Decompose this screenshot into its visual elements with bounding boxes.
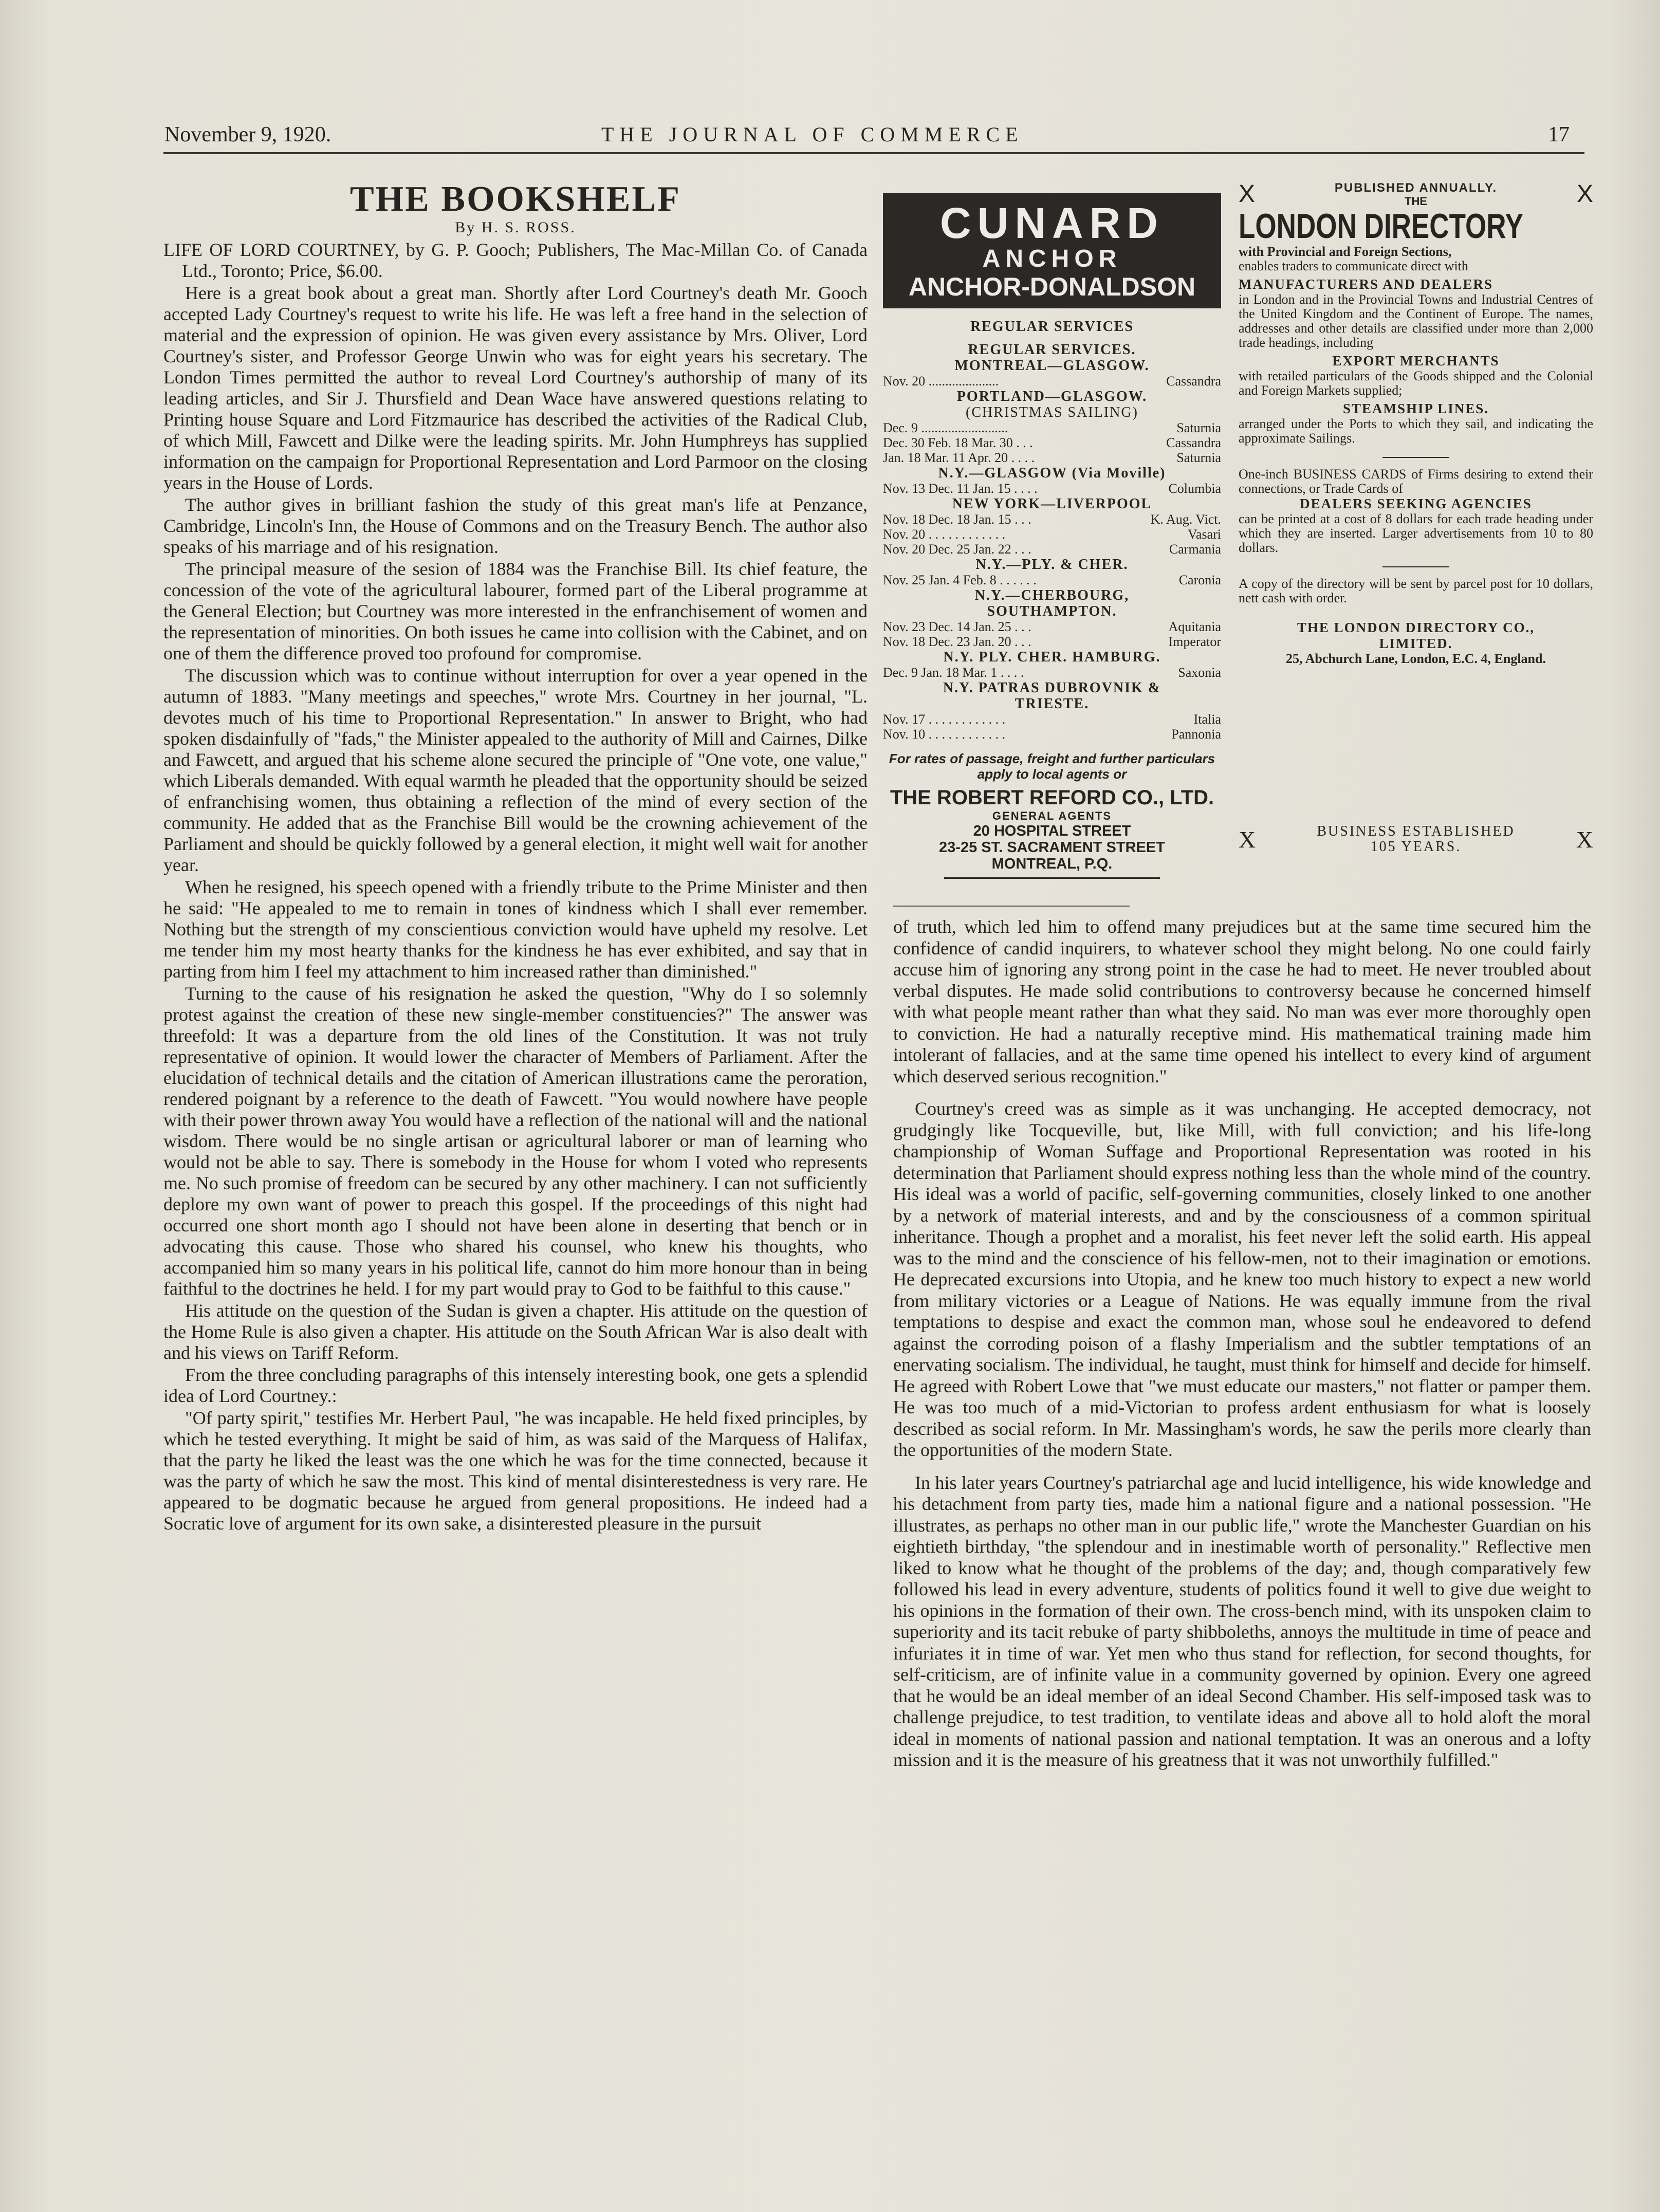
sailing-dates: Dec. 9 Jan. 18 Mar. 1 . . . . <box>883 665 1024 680</box>
x-mark: X <box>1576 826 1593 853</box>
steamship-heading: STEAMSHIP LINES. <box>1342 401 1489 416</box>
sailing-dates: Nov. 20 ..................... <box>883 374 999 389</box>
route-subheading: TRIESTE. <box>1015 696 1090 712</box>
article-paragraph: The principal measure of the sesion of 1884 was the Franchise Bill. Its chief feature, the concession of the vote of the agricultural labourer, formed part of the Liberal programme at the General Election; but Courtney was more interested in the enfranchisement of women and the representation of minorities. On both issues he came into collision with the Cabinet, and on one of them the difference proved too profound for compromise. <box>163 559 868 663</box>
sailing-dates: Nov. 23 Dec. 14 Jan. 25 . . . <box>883 619 1031 634</box>
agent-role: GENERAL AGENTS <box>992 809 1112 822</box>
ship-name: Columbia <box>1168 481 1221 496</box>
route-heading: N.Y.—CHERBOURG, <box>974 587 1130 603</box>
article-paragraph: Turning to the cause of his resignation he asked the question, "Why do I so solemnly protest against the creation of these new single-member constituencies?" The answer was threefold: It was a departure from the old lines of the Constitution. It was not truly representative of opinion. It would lower the character of Members of Parliament. After the elucidation of technical details and the citation of American illustrations came the peroration, rendered poignant by a reference to the death of Fawcett. "You would nowhere have people with their power thrown away You would have a reflection of the national will and the national wisdom. There would be no single artisan or agricultural laborer or man of learning who would not be able to say. There is somebody in the House for whom I voted who represents me. No such promise of freedom can be secured by any other machinery. I can not sufficiently deplore my own want of power to preach this gospel. If the proceedings of this night had occurred one short month ago I should not have been alone in deserting that bench or in advocating this cause. Those who shared his counsel, who knew his thoughts, who accompanied him so many years in his political life, cannot do him more honour than in being faithful to the doctrines he held. I for my part would pray to God to be faithful to this cause." <box>163 983 868 1299</box>
issue-date: November 9, 1920. <box>164 123 331 146</box>
ship-name: Cassandra <box>1166 374 1221 389</box>
sailing-row <box>883 481 1221 496</box>
sailing-dates: Nov. 20 . . . . . . . . . . . . <box>883 527 1006 542</box>
ship-name: Pannonia <box>1171 727 1221 742</box>
sailing-dates: Dec. 30 Feb. 18 Mar. 30 . . . <box>883 435 1033 450</box>
sailing-row <box>883 619 1221 634</box>
sailing-row <box>883 634 1221 649</box>
sailing-row <box>883 665 1221 680</box>
masthead: THE JOURNAL OF COMMERCE <box>601 123 1024 146</box>
directory-subtitle: with Provincial and Foreign Sections, <box>1239 244 1452 259</box>
article-right-column <box>893 916 1591 1771</box>
route-heading: N.Y. PATRAS DUBROVNIK & <box>943 680 1161 696</box>
ship-name: Carmania <box>1169 542 1221 557</box>
ad-divider <box>1382 566 1449 567</box>
sailing-dates: Nov. 18 Dec. 23 Jan. 20 . . . <box>883 634 1031 649</box>
manufacturers-text: in London and in the Provincial Towns and Industrial Centres of the United Kingdom and the Continent of Europe. The names, addresses and other details are classified under more than 2,000 trade headings, including <box>1239 292 1593 350</box>
route-heading: REGULAR SERVICES. <box>968 342 1136 358</box>
ship-name: Saxonia <box>1178 665 1221 680</box>
x-mark: X <box>1239 180 1256 208</box>
company-limited: LIMITED. <box>1379 636 1453 651</box>
sailing-row <box>883 435 1221 450</box>
sailing-row <box>883 512 1221 527</box>
business-cards-text: One-inch BUSINESS CARDS of Firms desiring to extend their connections, or Trade Cards of <box>1239 467 1593 496</box>
ad-bottom-rule <box>893 906 1130 907</box>
copy-order-text: A copy of the directory will be sent by parcel post for 10 dollars, nett cash with order. <box>1239 576 1593 605</box>
sailing-dates: Nov. 13 Dec. 11 Jan. 15 . . . . <box>883 481 1038 496</box>
export-text: with retailed particulars of the Goods shipped and the Colonial and Foreign Markets supplied; <box>1239 368 1593 398</box>
ship-name: Imperator <box>1168 634 1221 649</box>
x-mark: X <box>1239 826 1256 853</box>
sailing-row <box>883 374 1221 389</box>
established-line: BUSINESS ESTABLISHED <box>1317 823 1515 839</box>
sailing-row <box>883 420 1221 435</box>
rates-note: For rates of passage, freight and further particulars apply to local agents or <box>889 751 1215 782</box>
export-heading: EXPORT MERCHANTS <box>1332 353 1500 368</box>
steamship-text: arranged under the Ports to which they sail, and indicating the approximate Sailings. <box>1239 416 1593 446</box>
article-paragraph: Here is a great book about a great man. Shortly after Lord Courtney's death Mr. Gooch accepted Lady Courtney's request to write his life. He was left a free hand in the selection of material and the expression of opinion. He was given every assistance by Mrs. Oliver, Lord Courtney's sister, and Professor George Unwin who was for eight years his secretary. The London Times permitted the author to reveal Lord Courtney's authorship of many of its leading articles, and Sir J. Thursfield and Dean Wace have answered questions relating to Printing house Square and Lord Fitzmaurice has described the activities of the Radical Club, of which Mill, Fawcett and Dilke were the leading spirits. Mr. John Humphreys has supplied information on the campaign for Proportional Representation and Lord Parmoor on the closing years in the House of Lords. <box>163 283 868 493</box>
sailing-dates: Nov. 25 Jan. 4 Feb. 8 . . . . . . <box>883 573 1037 587</box>
sailing-row <box>883 573 1221 587</box>
page-number: 17 <box>1548 123 1570 146</box>
article-byline: By H. S. ROSS. <box>455 219 576 236</box>
article-paragraph: The discussion which was to continue without interruption for over a year opened in the autumn of 1883. "Many meetings and speeches," wrote Mrs. Courtney in her journal, "L. devotes much of his time to Proportional Representation." In answer to Bright, who had spoken disdainfully of "fads," the Minister appealed to the authority of Mill and Cairnes, Dilke and Fawcett, and argued that his scheme alone secured the principle of "One vote, one value," which Liberals demanded. With equal warmth he pleaded that the opportunity should be seized of enfranchising women, thus obtaining a reflection of the mind of every section of the community. He added that as the Franchise Bill would be the crowning achievement of the Parliament and should be quickly followed by a general election, it might well wait for another year. <box>163 665 868 875</box>
anchor-donaldson-name: ANCHOR-DONALDSON <box>908 272 1196 301</box>
article-left-column <box>163 180 868 1534</box>
agencies-heading: DEALERS SEEKING AGENCIES <box>1300 496 1532 511</box>
published-annually: PUBLISHED ANNUALLY. <box>1334 181 1498 195</box>
ship-name: Saturnia <box>1176 450 1221 465</box>
london-directory-advertisement <box>1239 179 1593 868</box>
cunard-name: CUNARD <box>940 199 1164 247</box>
ad-divider <box>1382 457 1449 458</box>
route-heading: N.Y. PLY. CHER. HAMBURG. <box>943 649 1161 665</box>
ship-name: K. Aug. Vict. <box>1150 512 1221 527</box>
sailing-row <box>883 542 1221 557</box>
directory-the: THE <box>1405 195 1427 208</box>
ship-name: Caronia <box>1178 573 1221 587</box>
established-years: 105 YEARS. <box>1370 839 1462 855</box>
agent-address-line: 23-25 ST. SACRAMENT STREET <box>939 839 1165 856</box>
sailing-row <box>883 527 1221 542</box>
sailing-row <box>883 727 1221 742</box>
sailing-dates: Dec. 9 .......................... <box>883 420 1008 435</box>
sailing-schedule <box>883 342 1221 742</box>
article-paragraph: His attitude on the question of the Sudan is given a chapter. His attitude on the question of the Home Rule is also given a chapter. His attitude on the South African War is also dealt with and his views on Tariff Reform. <box>163 1300 868 1363</box>
ship-name: Saturnia <box>1176 420 1221 435</box>
agencies-text: can be printed at a cost of 8 dollars for each trade heading under which they are inserted. Larger advertisements from 10 to 80 dollars. <box>1239 511 1593 555</box>
article-paragraph: The author gives in brilliant fashion the study of this great man's life at Penzance, Cambridge, Lincoln's Inn, the House of Commons and on the Treasury Bench. The author also speaks of his marriage and of his resignation. <box>163 494 868 557</box>
route-subheading: (CHRISTMAS SAILING) <box>966 404 1138 420</box>
route-heading: N.Y.—PLY. & CHER. <box>975 557 1129 573</box>
article-paragraph: When he resigned, his speech opened with a friendly tribute to the Prime Minister and then he said: "He appealed to me to remain in tones of kindness which I shall ever remember. Nothing but the strength of my conscientious conviction would have upheld my resolve. Let me tender him my most hearty thanks for the kindness he has ever exhibited, and say that in parting from him I feel my attachment to him increased rather than diminished." <box>163 877 868 982</box>
company-name: THE LONDON DIRECTORY CO., <box>1297 620 1535 635</box>
anchor-name: ANCHOR <box>982 245 1122 272</box>
article-title: THE BOOKSHELF <box>350 179 681 219</box>
ship-name: Aquitania <box>1168 619 1221 634</box>
ship-name: Italia <box>1193 712 1221 727</box>
sailing-dates: Nov. 18 Dec. 18 Jan. 15 . . . <box>883 512 1031 527</box>
route-subheading: SOUTHAMPTON. <box>987 603 1117 619</box>
cunard-advertisement <box>883 193 1221 908</box>
route-heading: N.Y.—GLASGOW (Via Moville) <box>938 465 1166 481</box>
ship-name: Vasari <box>1188 527 1221 542</box>
x-mark: X <box>1576 180 1593 208</box>
company-address: 25, Abchurch Lane, London, E.C. 4, England. <box>1286 651 1546 666</box>
manufacturers-heading: MANUFACTURERS AND DEALERS <box>1239 276 1493 292</box>
article-paragraph: In his later years Courtney's patriarchal age and lucid intelligence, his wide knowledge and his detachment from party ties, made him a national figure and a national possession. "He illustrates, as perhaps no other man in our public life," wrote the Manchester Guardian on his eightieth birthday, "the splendour and in inestimable worth of personality." Reflective men liked to know what he thought of the problems of the day; and, though comparatively few followed his lead in every adventure, students of politics found it well to give due weight to his opinions in the formation of their own. The cross-bench mind, with its unspoken claim to superiority and its tacit rebuke of party shibboleths, annoys the multitude in time of peace and infuriates it in time of war. Yet men who thus stand for reflection, for second thoughts, for self-criticism, are of infinite value in a community governed by opinion. Every one agreed that he would be an ideal member of an ideal Second Chamber. His self-imposed task was to challenge prejudice, to test tradition, to ventilate ideas and above all to hold aloft the moral ideal in moments of national passion and national temptation. It was an onerous and a lofty mission and it is the measure of his greatness that it was not unworthily fulfilled." <box>893 1472 1591 1770</box>
sailing-row <box>883 450 1221 465</box>
sailing-dates: Nov. 10 . . . . . . . . . . . . <box>883 727 1006 742</box>
directory-intro: enables traders to communicate direct with <box>1239 259 1468 273</box>
book-citation: LIFE OF LORD COURTNEY, by G. P. Gooch; Publishers, The Mac-Millan Co. of Canada Ltd., Toronto; Price, $6.00. <box>163 239 868 281</box>
ad-divider <box>944 877 1160 879</box>
ship-name: Cassandra <box>1166 435 1221 450</box>
article-paragraph: Courtney's creed was as simple as it was unchanging. He accepted democracy, not grudgingly like Tocqueville, but, like Mill, with full conviction; and his life-long championship of Woman Suffage and Proportional Representation was rooted in his determination that Parliament should express nothing less than the whole mind of the country. His ideal was a world of pacific, self-governing communities, closely linked to one another by a network of material interests, and and by the consciousness of a common spiritual inheritance. Though a prophet and a moralist, his feet never left the solid earth. His appeal was to the mind and the conscience of his fellow-men, not to their imagination or emotions. He deprecated excursions into Utopia, and he knew too much history to expect a new world from military victories or a League of Nations. He was equally immune from the rival temptations to despise and exact the common man, whose soul he endeavored to defend against the corroding poison of a flashy Imperialism and the subtler temptations of an enervating socialism. The individual, he taught, must think for himself and decide for himself. He agreed with Robert Lowe that "we must educate our masters," not flatter or pamper them. He was too much of a mid-Victorian to profess ardent enthusiasm for what is loosely described as social reform. In Mr. Massingham's words, he saw the perils more clearly than the opportunities of the modern State. <box>893 1098 1591 1460</box>
sailing-row <box>883 712 1221 727</box>
header-rule <box>163 152 1584 154</box>
article-paragraph: "Of party spirit," testifies Mr. Herbert Paul, "he was incapable. He held fixed principles, by which he tested everything. It might be said of him, as was said of the Marquess of Halifax, that the party he liked the least was the one which he was for the time connected, because it was the party of which he saw the most. This kind of mental disinterestedness is very rare. He appeared to be dogmatic because he argued from general propositions. He indeed had a Socratic love of argument for its own sake, a disinterested pleasure in the pursuit <box>163 1408 868 1534</box>
sailing-dates: Nov. 20 Dec. 25 Jan. 22 . . . <box>883 542 1031 557</box>
sailing-dates: Nov. 17 . . . . . . . . . . . . <box>883 712 1006 727</box>
sailing-dates: Jan. 18 Mar. 11 Apr. 20 . . . . <box>883 450 1035 465</box>
directory-title: LONDON DIRECTORY <box>1239 207 1523 246</box>
regular-services-label: REGULAR SERVICES <box>970 319 1134 335</box>
article-paragraph: of truth, which led him to offend many prejudices but at the same time secured him the confidence of candid inquirers, to whatever school they might belong. No one could fairly accuse him of ignoring any strong point in the case he had to meet. He never troubled about verbal disputes. He made solid contributions to controversy because he concerned himself with what people meant rather than what they said. No man was ever more thoroughly open to conviction. He had a naturally receptive mind. His mathematical training made him intolerant of fallacies, and at the same time opened his intellect to every kind of argument which deserved serious recognition." <box>893 916 1591 1086</box>
route-heading: PORTLAND—GLASGOW. <box>956 389 1148 404</box>
article-paragraph: From the three concluding paragraphs of this intensely interesting book, one gets a splendid idea of Lord Courtney.: <box>163 1365 868 1406</box>
route-heading: NEW YORK—LIVERPOOL <box>952 496 1152 512</box>
agent-name: THE ROBERT REFORD CO., LTD. <box>890 786 1214 809</box>
route-subheading: MONTREAL—GLASGOW. <box>954 358 1150 374</box>
agent-address-line: MONTREAL, P.Q. <box>991 856 1113 872</box>
agent-address-line: 20 HOSPITAL STREET <box>973 823 1131 839</box>
established-footer <box>1239 824 1593 855</box>
cunard-logo-box <box>883 193 1221 308</box>
